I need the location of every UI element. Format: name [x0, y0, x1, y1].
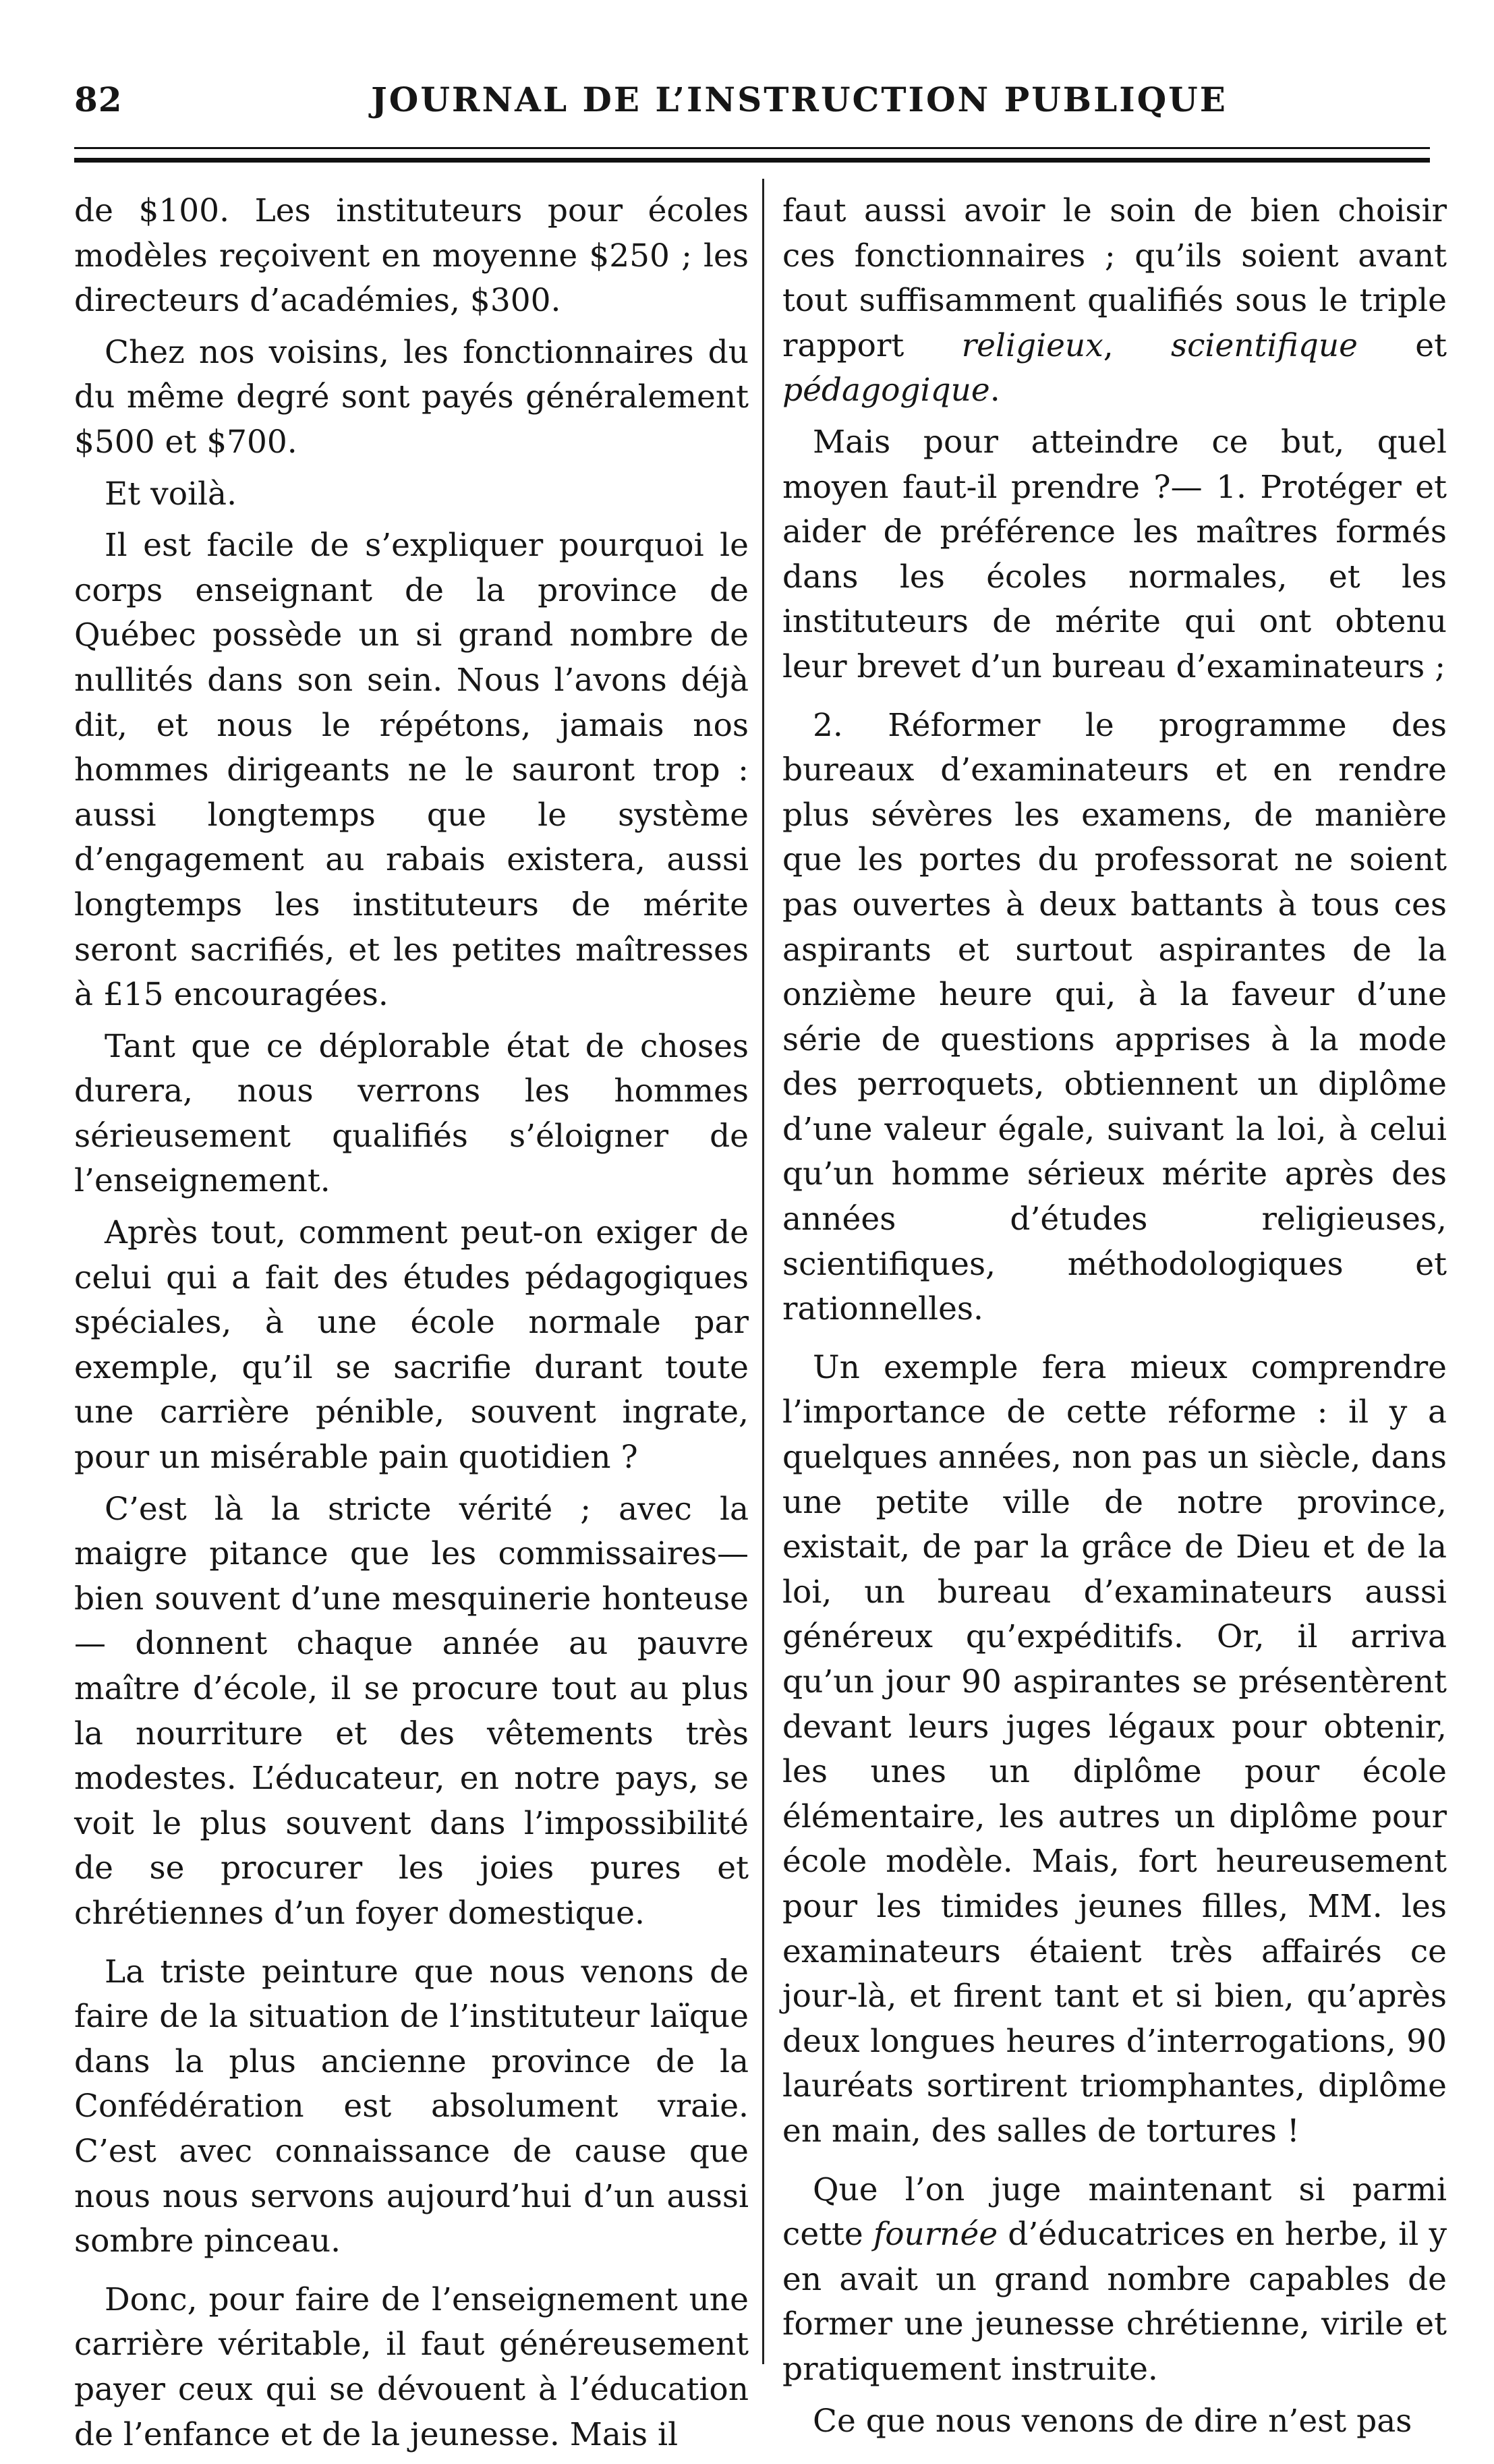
- left-column: [74, 189, 749, 2464]
- paragraph: Et voilà.: [105, 475, 237, 513]
- column-divider: [762, 179, 764, 2364]
- italic-text: fournée: [873, 2216, 998, 2254]
- text-run: Que l’on juge maintenant si parmi cette: [782, 2171, 1447, 2254]
- journal-title: JOURNAL DE L’INSTRUCTION PUBLIQUE: [371, 80, 1228, 119]
- paragraph: [782, 189, 1447, 413]
- text-run: faut aussi avoir le soin de bien choisir ces fonctionnaires ; qu’ils soient avant tout suffisamment qualifiés sous le triple rapport: [782, 192, 1447, 364]
- italic-text: scientifique: [1170, 326, 1358, 364]
- header-rule-thick: [74, 158, 1430, 163]
- paragraph: 2. Réformer le programme des bureaux d’examinateurs et en rendre plus sévères les examens, de manière que les portes du professorat ne soient pas ouvertes à deux battants à tous ces aspirants et surtout aspirantes de la onzième heure qui, à la faveur d’une série de questions apprises à la mode des perroquets, obtiennent un diplôme d’une valeur égale, suivant la loi, à celui qu’un homme sérieux mérite après des années d’études religieuses, scientifiques, méthodologiques et rationnelles.: [782, 706, 1447, 1328]
- paragraph: Ce que nous venons de dire n’est pas: [813, 2402, 1412, 2440]
- paragraph: Un exemple fera mieux comprendre l’importance de cette réforme : il y a quelques années, non pas un siècle, dans une petite ville de notre province, existait, de par la grâce de Dieu et de la loi, un bureau d’examinateurs aussi généreux qu’expéditifs. Or, il arriva qu’un jour 90 aspirantes se présentèrent devant leurs juges légaux pour obtenir, les unes un diplôme pour école élémentaire, les autres un diplôme pour école modèle. Mais, fort heureusement pour les timides jeunes filles, MM. les examinateurs étaient très affairés ce jour-là, et firent tant et si bien, qu’après deux longues heures d’interrogations, 90 lauréats sortirent triomphantes, diplôme en main, des salles de tortures !: [782, 1348, 1447, 2150]
- text-run: .: [989, 372, 1000, 409]
- italic-text: pédagogique: [782, 372, 990, 409]
- paragraph: La triste peinture que nous venons de faire de la situation de l’instituteur laïque dans la plus ancienne province de la Confédération est absolument vraie. C’est avec connaissance de cause que nous nous servons aujourd’hui d’un aussi sombre pinceau.: [74, 1953, 749, 2260]
- paragraph: Chez nos voisins, les fonctionnaires du du même degré sont payés généralement $500 et $700.: [74, 333, 749, 461]
- header-rule-thin: [74, 147, 1430, 149]
- paragraph: [782, 2168, 1447, 2393]
- text-run: et: [1357, 326, 1447, 364]
- paragraph: de $100. Les instituteurs pour écoles modèles reçoivent en moyenne $250 ; les directeurs d’académies, $300.: [74, 192, 749, 320]
- italic-text: religieux: [961, 326, 1103, 364]
- page-header: [74, 67, 1430, 142]
- paragraph: Mais pour atteindre ce but, quel moyen faut-il prendre ?— 1. Protéger et aider de préférence les maîtres formés dans les écoles normales, et les instituteurs de mérite qui ont obtenu leur brevet d’un bureau d’examinateurs ;: [782, 423, 1447, 685]
- paragraph: Après tout, comment peut-on exiger de celui qui a fait des études pédagogiques spéciales, à une école normale par exemple, qu’il se sacrifie durant toute une carrière pénible, souvent ingrate, pour un misérable pain quotidien ?: [74, 1214, 749, 1477]
- paragraph: Donc, pour faire de l’enseignement une carrière véritable, il faut généreusement payer ceux qui se dévouent à l’éducation de l’enfance et de la jeunesse. Mais il: [74, 2281, 749, 2453]
- text-run: d’éducatrices en herbe, il y en avait un grand nombre capables de former une jeunesse chrétienne, virile et pratiquement instruite.: [782, 2216, 1447, 2388]
- paragraph: Tant que ce déplorable état de choses durera, nous verrons les hommes sérieusement qualifiés s’éloigner de l’enseignement.: [74, 1027, 749, 1200]
- right-column: [782, 189, 1447, 2451]
- paragraph: C’est là la stricte vérité ; avec la maigre pitance que les commissaires—bien souvent d’une mesquinerie honteuse — donnent chaque année au pauvre maître d’école, il se procure tout au plus la nourriture et des vêtements très modestes. L’éducateur, en notre pays, se voit le plus souvent dans l’impossibilité de se procurer les joies pures et chrétiennes d’un foyer domestique.: [74, 1490, 749, 1932]
- page-number: 82: [74, 80, 123, 119]
- paragraph: Il est facile de s’expliquer pourquoi le corps enseignant de la province de Québec possède un si grand nombre de nullités dans son sein. Nous l’avons déjà dit, et nous le répétons, jamais nos hommes dirigeants ne le sauront trop : aussi longtemps que le système d’engagement au rabais existera, aussi longtemps les instituteurs de mérite seront sacrifiés, et les petites maîtresses à £15 encouragées.: [74, 527, 749, 1014]
- text-run: ,: [1103, 326, 1171, 364]
